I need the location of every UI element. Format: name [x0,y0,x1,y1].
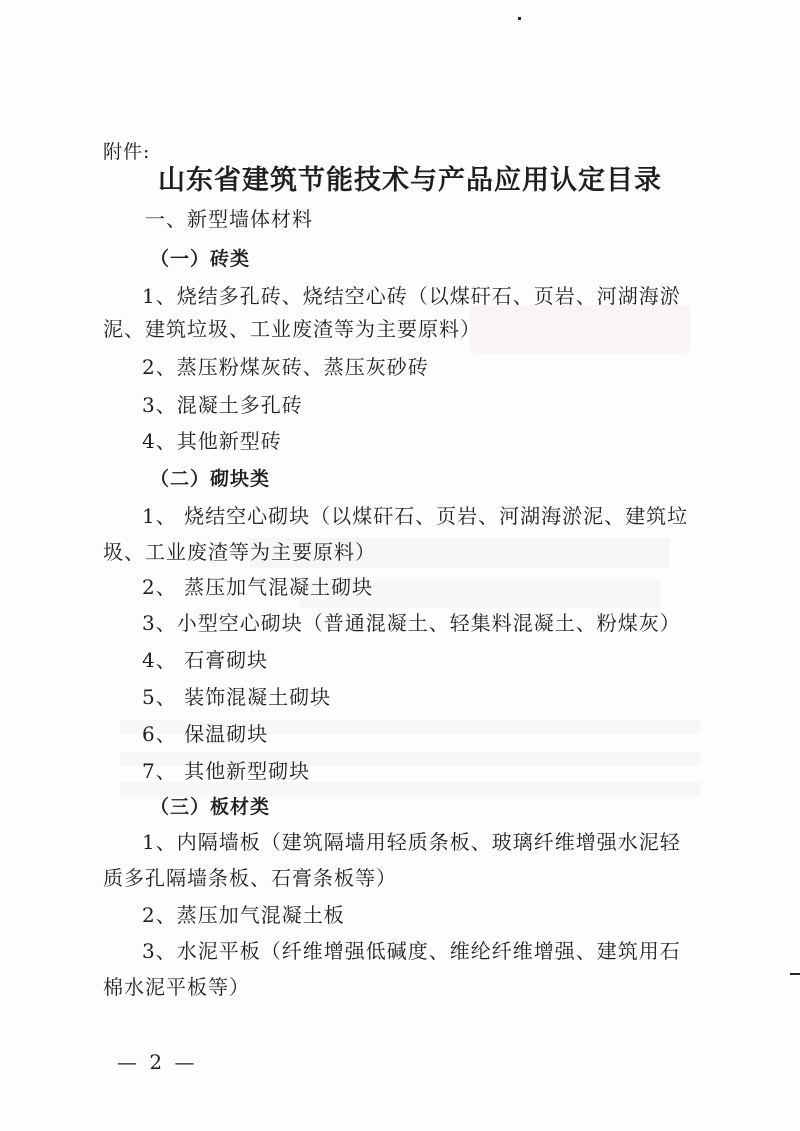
attachment-label: 附件: [103,141,151,163]
scan-edge-mark [790,973,800,975]
section-heading: 一、新型墙体材料 [145,207,313,231]
list-item: 1、烧结多孔砖、烧结空心砖（以煤矸石、页岩、河湖海淤 [142,284,681,308]
list-item: 7、 其他新型砌块 [142,759,311,783]
list-item: 3、混凝土多孔砖 [142,393,303,417]
subsection-heading: （一）砖类 [150,248,251,270]
subsection-heading: （二）砌块类 [150,468,271,490]
list-item: 2、蒸压粉煤灰砖、蒸压灰砂砖 [142,355,429,379]
list-item: 6、 保温砌块 [142,722,269,746]
scan-dot [518,17,521,20]
list-item: 1、内隔墙板（建筑隔墙用轻质条板、玻璃纤维增强水泥轻 [142,830,681,854]
list-item: 3、小型空心砌块（普通混凝土、轻集料混凝土、粉煤灰） [142,611,681,635]
list-item: 2、蒸压加气混凝土板 [142,903,345,927]
list-item-continuation: 质多孔隔墙条板、石膏条板等） [103,866,397,890]
subsection-heading: （三）板材类 [150,796,271,818]
list-item-continuation: 泥、建筑垃圾、工业废渣等为主要原料） [103,317,481,341]
list-item: 3、水泥平板（纤维增强低碱度、维纶纤维增强、建筑用石 [142,939,681,963]
list-item: 4、其他新型砖 [142,429,282,453]
bleed-through-mark [120,782,700,796]
list-item-continuation: 圾、工业废渣等为主要原料） [103,540,376,564]
page-number: — 2 — [117,1050,198,1074]
list-item: 2、 蒸压加气混凝土砌块 [142,575,374,599]
list-item-continuation: 棉水泥平板等） [103,975,250,999]
list-item: 1、 烧结空心砌块（以煤矸石、页岩、河湖海淤泥、建筑垃 [142,504,689,528]
page-title: 山东省建筑节能技术与产品应用认定目录 [158,165,662,196]
list-item: 5、 装饰混凝土砌块 [142,685,332,709]
list-item: 4、 石膏砌块 [142,648,269,672]
